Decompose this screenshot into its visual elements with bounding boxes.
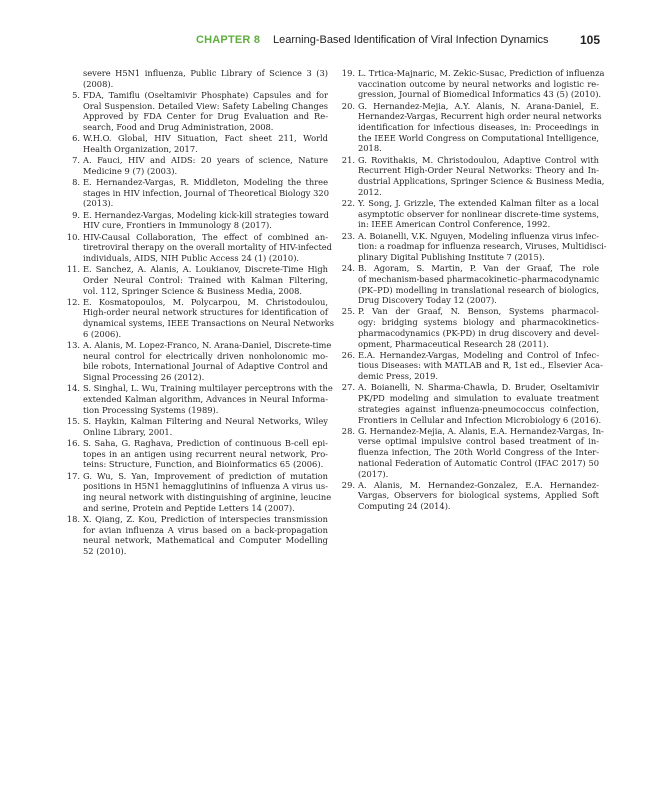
reference-line: (2013). (83, 198, 114, 209)
reference-line: G. Hernandez-Mejia, A.Y. Alanis, N. Arana-Daniel, E. (358, 100, 599, 111)
reference-entry (64, 133, 328, 154)
reference-line: ogy: bridging systems biology and pharmacokinetics- (358, 317, 599, 328)
reference-line: W.H.O. Global, HIV Situation, Fact sheet 211, World (83, 133, 328, 144)
reference-line: A. Fauci, HIV and AIDS: 20 years of science, Nature (83, 155, 328, 166)
reference-line: HIV cure, Frontiers in Immunology 8 (2017). (83, 220, 272, 231)
reference-number: 26. (341, 349, 355, 360)
reference-number: 27. (341, 382, 355, 393)
reference-line: stages in HIV infection, Journal of Theoretical Biology 320 (83, 187, 329, 198)
running-head (196, 33, 600, 47)
reference-line: 2012. (358, 186, 382, 197)
reference-entry (64, 296, 335, 340)
reference-number: 18. (66, 513, 80, 524)
reference-entry (339, 230, 607, 263)
reference-entry (64, 264, 328, 296)
reference-number: 14. (66, 383, 80, 394)
reference-line: Approved by FDA Center for Drug Evaluation and Re- (83, 111, 328, 122)
reference-entry (339, 382, 602, 425)
reference-line: bile robots, International Journal of Adaptive Control and (83, 361, 328, 372)
reference-line: teins: Structure, Function, and Bioinformatics 65 (2006). (83, 459, 324, 470)
reference-entry (64, 90, 328, 133)
reference-entry (64, 155, 328, 176)
reference-entry (64, 438, 328, 470)
references-right-column (339, 68, 607, 512)
reference-line: topes in an antigen using recurrent neural network, Pro- (83, 448, 328, 459)
reference-entry (339, 68, 605, 100)
reference-line: (PK–PD) modelling in translational research of biologics, (358, 284, 599, 295)
reference-line: asymptotic observer for nonlinear discrete-time systems, (358, 208, 599, 219)
chapter-label: CHAPTER 8 (196, 34, 261, 46)
reference-line: G. Hernandez-Mejia, A. Alanis, E.A. Hernandez-Vargas, In- (358, 425, 604, 436)
reference-line: S. Haykin, Kalman Filtering and Neural Networks, Wiley (83, 416, 328, 426)
reference-line: Recurrent High-Order Neural Networks: Theory and In- (358, 165, 599, 176)
reference-line: Vargas, Observers for biological systems, Applied Soft (358, 490, 599, 501)
reference-line: individuals, AIDS, NIH Public Access 24 (1) (2010). (83, 252, 300, 263)
reference-line: ing neural network with distinguishing of arginine, leucine (83, 491, 332, 502)
reference-line: neural control for electrically driven nonholonomic mo- (83, 350, 328, 361)
reference-number: 8. (72, 177, 80, 188)
reference-entry (339, 100, 602, 155)
reference-line: severe H5N1 influenza, Public Library of Science 3 (3) (83, 68, 328, 78)
reference-line: S. Saha, G. Raghava, Prediction of continuous B-cell epi- (83, 437, 328, 448)
reference-line: the IEEE World Congress on Computational Intelligence, (358, 132, 599, 143)
reference-line: S. Singhal, L. Wu, Training multilayer perceptrons with the (83, 383, 333, 394)
reference-line: tion: a roadmap for influenza research, Viruses, Multidisci- (358, 241, 607, 252)
reference-line: E. Sanchez, A. Alanis, A. Loukianov, Discrete-Time High (83, 264, 328, 275)
reference-line: 52 (2010). (83, 545, 127, 556)
reference-entry (64, 68, 328, 89)
reference-number: 29. (341, 479, 355, 490)
reference-line: X. Qiang, Z. Kou, Prediction of interspecies transmission (83, 513, 328, 524)
reference-line: fluenza infection, The 20th World Congress of the Inter- (358, 447, 599, 458)
reference-entry (339, 480, 599, 512)
reference-line: FDA, Tamiflu (Oseltamivir Phosphate) Capsules and for (83, 89, 328, 100)
reference-line: Y. Song, J. Grizzle, The extended Kalman filter as a local (358, 197, 599, 208)
reference-line: tiretroviral therapy on the overall mortality of HIV-infected (83, 242, 332, 253)
reference-line: G. Wu, S. Yan, Improvement of prediction of mutation (83, 470, 328, 481)
reference-line: plinary Digital Publishing Institute 7 (2015). (358, 251, 545, 262)
reference-entry (339, 306, 599, 349)
reference-line: High-order neural network structures for identification of (83, 307, 328, 318)
reference-line: 6 (2006). (83, 328, 122, 339)
reference-line: search, Food and Drug Administration, 2008. (83, 122, 274, 133)
reference-line: Order Neural Control: Trained with Kalman Filtering, (83, 274, 328, 285)
reference-line: Hernandez-Vargas, Recurrent high order neural networks (358, 111, 602, 122)
reference-line: A. Boianelli, N. Sharma-Chawla, D. Bruder, Oseltamivir (358, 382, 599, 393)
reference-number: 17. (66, 470, 80, 481)
reference-line: A. Alanis, M. Lopez-Franco, N. Arana-Daniel, Discrete-time (83, 340, 332, 351)
reference-line: Oral Suspension. Detailed View: Safety Labeling Changes (83, 100, 328, 111)
reference-entry (339, 154, 605, 198)
reference-line: P. Van der Graaf, N. Benson, Systems pharmacol- (358, 306, 599, 317)
reference-line: Frontiers in Cellular and Infection Microbiology 6 (2016). (358, 414, 602, 425)
reference-entry (64, 514, 328, 557)
reference-number: 22. (341, 197, 355, 208)
reference-line: G. Rovithakis, M. Christodoulou, Adaptive Control with (358, 154, 599, 165)
reference-line: gression, Journal of Biomedical Informatics 43 (5) (2010). (358, 89, 602, 100)
page-number: 105 (579, 33, 600, 47)
reference-line: strategies against influenza-pneumococcus coinfection, (358, 403, 599, 414)
reference-number: 16. (66, 437, 80, 448)
reference-line: for avian influenza A virus based on a back-propagation (83, 524, 328, 535)
reference-line: Signal Processing 26 (2012). (83, 372, 205, 383)
reference-line: Drug Discovery Today 12 (2007). (358, 295, 497, 306)
reference-line: HIV-Causal Collaboration, The effect of combined an- (83, 231, 328, 242)
reference-number: 19. (341, 68, 355, 78)
reference-line: identification for infectious diseases, in: Proceedings in (358, 122, 599, 133)
reference-line: E. Kosmatopoulos, M. Polycarpou, M. Christodoulou, (83, 296, 328, 307)
reference-line: in: IEEE American Control Conference, 1992. (358, 219, 551, 230)
reference-line: E. Hernandez-Vargas, Modeling kick-kill strategies toward (83, 209, 329, 220)
reference-line: PK/PD modeling and simulation to evaluate treatment (358, 393, 599, 404)
reference-line: E. Hernandez-Vargas, R. Middleton, Modeling the three (83, 177, 328, 188)
reference-number: 23. (341, 230, 355, 241)
reference-entry (64, 231, 332, 264)
reference-line: vaccination outcome by neural networks and logistic re- (358, 78, 599, 89)
reference-entry (64, 470, 332, 514)
reference-number: 12. (66, 296, 80, 307)
reference-line: B. Agoram, S. Martin, P. Van der Graaf, The role (358, 263, 599, 274)
reference-entry (64, 210, 328, 231)
reference-entry (339, 263, 599, 306)
reference-line: verse optimal impulsive control based treatment of in- (358, 436, 599, 447)
reference-entry (64, 383, 333, 415)
references-left-column (64, 68, 335, 557)
reference-line: neural network, Mathematical and Computer Modelling (83, 535, 328, 546)
reference-line: A. Alanis, M. Hernandez-Gonzalez, E.A. Hernandez- (358, 479, 599, 490)
reference-entry (339, 425, 604, 480)
reference-number: 9. (72, 209, 80, 220)
reference-number: 20. (341, 100, 355, 111)
reference-line: L. Trtica-Majnaric, M. Zekic-Susac, Prediction of influenza (358, 68, 605, 78)
reference-line: Computing 24 (2014). (358, 501, 451, 512)
reference-number: 15. (66, 416, 80, 426)
reference-line: Medicine 9 (7) (2003). (83, 165, 178, 176)
reference-entry (339, 198, 599, 230)
reference-line: E.A. Hernandez-Vargas, Modeling and Control of Infec- (358, 349, 599, 360)
reference-line: Health Organization, 2017. (83, 143, 198, 154)
reference-line: positions in H5N1 hemagglutinins of influenza A virus us- (83, 481, 328, 492)
reference-line: vol. 112, Springer Science & Business Media, 2008. (83, 285, 303, 296)
reference-number: 5. (72, 89, 80, 100)
reference-line: of mechanism-based pharmacokinetic–pharmacodynamic (358, 273, 599, 284)
reference-line: Online Library, 2001. (83, 426, 173, 437)
reference-line: 2018. (358, 143, 382, 154)
reference-number: 21. (341, 154, 355, 165)
reference-number: 28. (341, 425, 355, 436)
reference-line: (2017). (358, 468, 389, 479)
reference-number: 7. (72, 155, 80, 166)
reference-entry (64, 416, 328, 437)
reference-entry (64, 177, 328, 209)
reference-line: A. Boianelli, V.K. Nguyen, Modeling influenza virus infec- (358, 230, 599, 241)
reference-number: 6. (72, 133, 80, 144)
reference-line: dustrial Applications, Springer Science & Business Media, (358, 176, 605, 187)
reference-line: pharmacodynamics (PK-PD) in drug discovery and devel- (358, 327, 599, 338)
reference-number: 10. (66, 231, 80, 242)
reference-entry (339, 349, 603, 382)
reference-line: and serine, Protein and Peptide Letters 14 (2007). (83, 502, 295, 513)
chapter-title: Learning-Based Identification of Viral Infection Dynamics (273, 34, 549, 46)
reference-line: national Federation of Automatic Control (IFAC 2017) 50 (358, 457, 599, 468)
reference-number: 25. (341, 306, 355, 317)
reference-line: demic Press, 2019. (358, 371, 439, 382)
reference-line: tious Diseases: with MATLAB and R, 1st ed., Elsevier Aca- (358, 360, 603, 371)
reference-number: 13. (66, 340, 80, 351)
reference-line: (2008). (83, 78, 114, 89)
reference-entry (64, 340, 332, 383)
reference-line: dynamical systems, IEEE Transactions on Neural Networks (83, 318, 335, 329)
reference-line: extended Kalman algorithm, Advances in Neural Informa- (83, 394, 328, 405)
reference-number: 24. (341, 263, 355, 274)
reference-line: tion Processing Systems (1989). (83, 404, 219, 415)
reference-line: opment, Pharmaceutical Research 28 (2011). (358, 338, 549, 349)
reference-number: 11. (66, 264, 80, 275)
